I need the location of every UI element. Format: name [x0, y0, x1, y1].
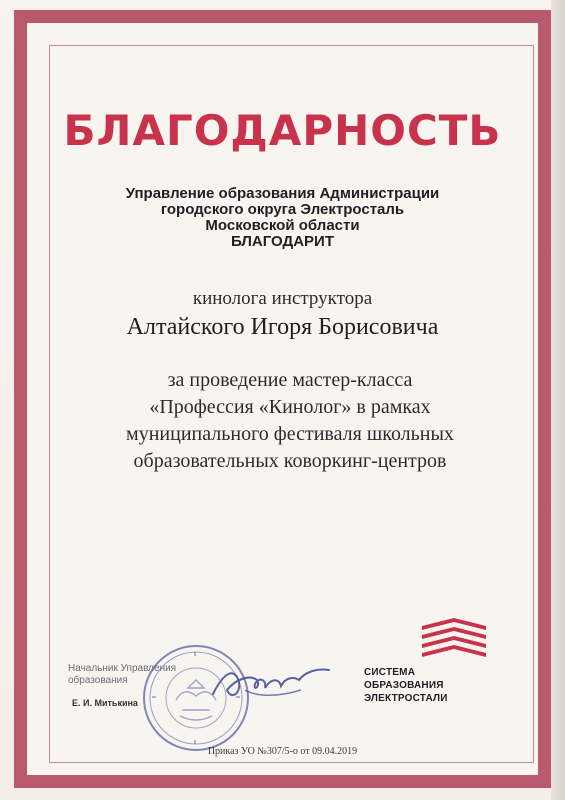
signatory-title-line: образования — [68, 675, 128, 686]
issuer-line: Московской области — [205, 217, 360, 234]
signatory-title-line: Начальник Управления — [68, 663, 177, 674]
recipient-role: кинолога инструктора — [192, 288, 373, 309]
order-reference: Приказ УО №307/5-о от 09.04.2019 — [207, 746, 358, 757]
logo-caption-line: ОБРАЗОВАНИЯ — [364, 680, 444, 691]
logo-caption-line: ЭЛЕКТРОСТАЛИ — [364, 693, 448, 704]
reason-line: муниципального фестиваля школьных — [126, 423, 454, 445]
reason-line: за проведение мастер-класса — [167, 369, 413, 391]
issuer-line: Управление образования Администрации — [125, 185, 440, 202]
signatory-name: Е. И. Митькина — [72, 698, 138, 708]
handwritten-signature — [205, 650, 335, 710]
reason-line: образовательных коворкинг-центров — [133, 450, 447, 472]
recipient-name: Алтайского Игоря Борисовича — [126, 314, 439, 340]
issuer-action: БЛАГОДАРИТ — [230, 233, 334, 250]
logo-caption-line: СИСТЕМА — [364, 667, 416, 678]
education-system-logo-icon — [418, 618, 490, 658]
reason-line: «Профессия «Кинолог» в рамках — [149, 396, 431, 418]
issuer-block — [0, 186, 565, 250]
issuer-line: городского округа Электросталь — [160, 201, 405, 218]
certificate-title: БЛАГОДАРНОСТЬ — [63, 106, 502, 155]
logo-caption — [364, 666, 448, 705]
reason-block — [70, 367, 510, 475]
